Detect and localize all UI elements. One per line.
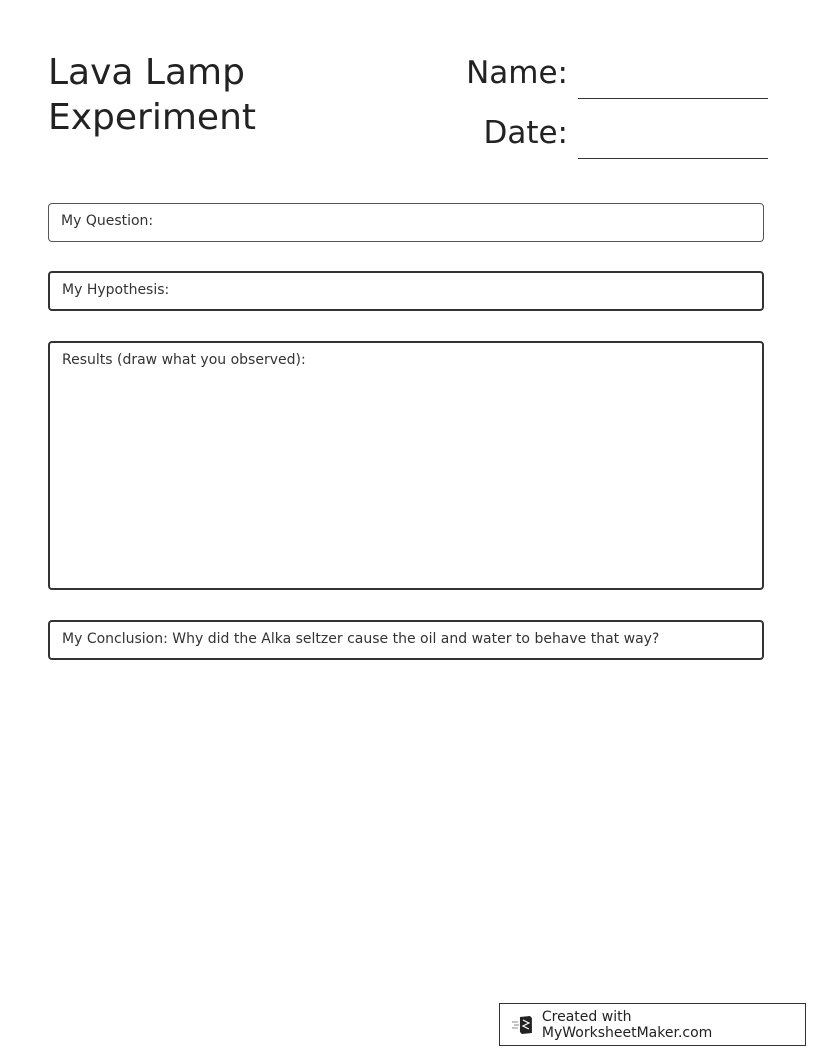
name-line[interactable] <box>578 97 768 99</box>
results-box[interactable] <box>48 341 764 590</box>
hypothesis-label: My Hypothesis: <box>62 282 170 298</box>
name-label: Name: <box>466 55 568 91</box>
question-box[interactable] <box>48 203 764 242</box>
conclusion-label: My Conclusion: Why did the Alka seltzer cause the oil and water to behave that way? <box>62 631 660 647</box>
worksheet-maker-logo-icon <box>512 1015 534 1035</box>
worksheet-title <box>48 50 256 140</box>
conclusion-box[interactable] <box>48 620 764 660</box>
question-label: My Question: <box>61 213 154 229</box>
title-line-1: Lava Lamp <box>48 52 245 93</box>
date-label: Date: <box>483 115 568 151</box>
hypothesis-box[interactable] <box>48 271 764 311</box>
date-field <box>448 115 768 151</box>
title-line-2: Experiment <box>48 97 257 138</box>
footer-text: Created with MyWorksheetMaker.com <box>541 1008 713 1041</box>
footer-credit <box>499 1003 806 1046</box>
results-label: Results (draw what you observed): <box>62 352 306 368</box>
date-line[interactable] <box>578 157 768 159</box>
name-field <box>448 55 768 91</box>
